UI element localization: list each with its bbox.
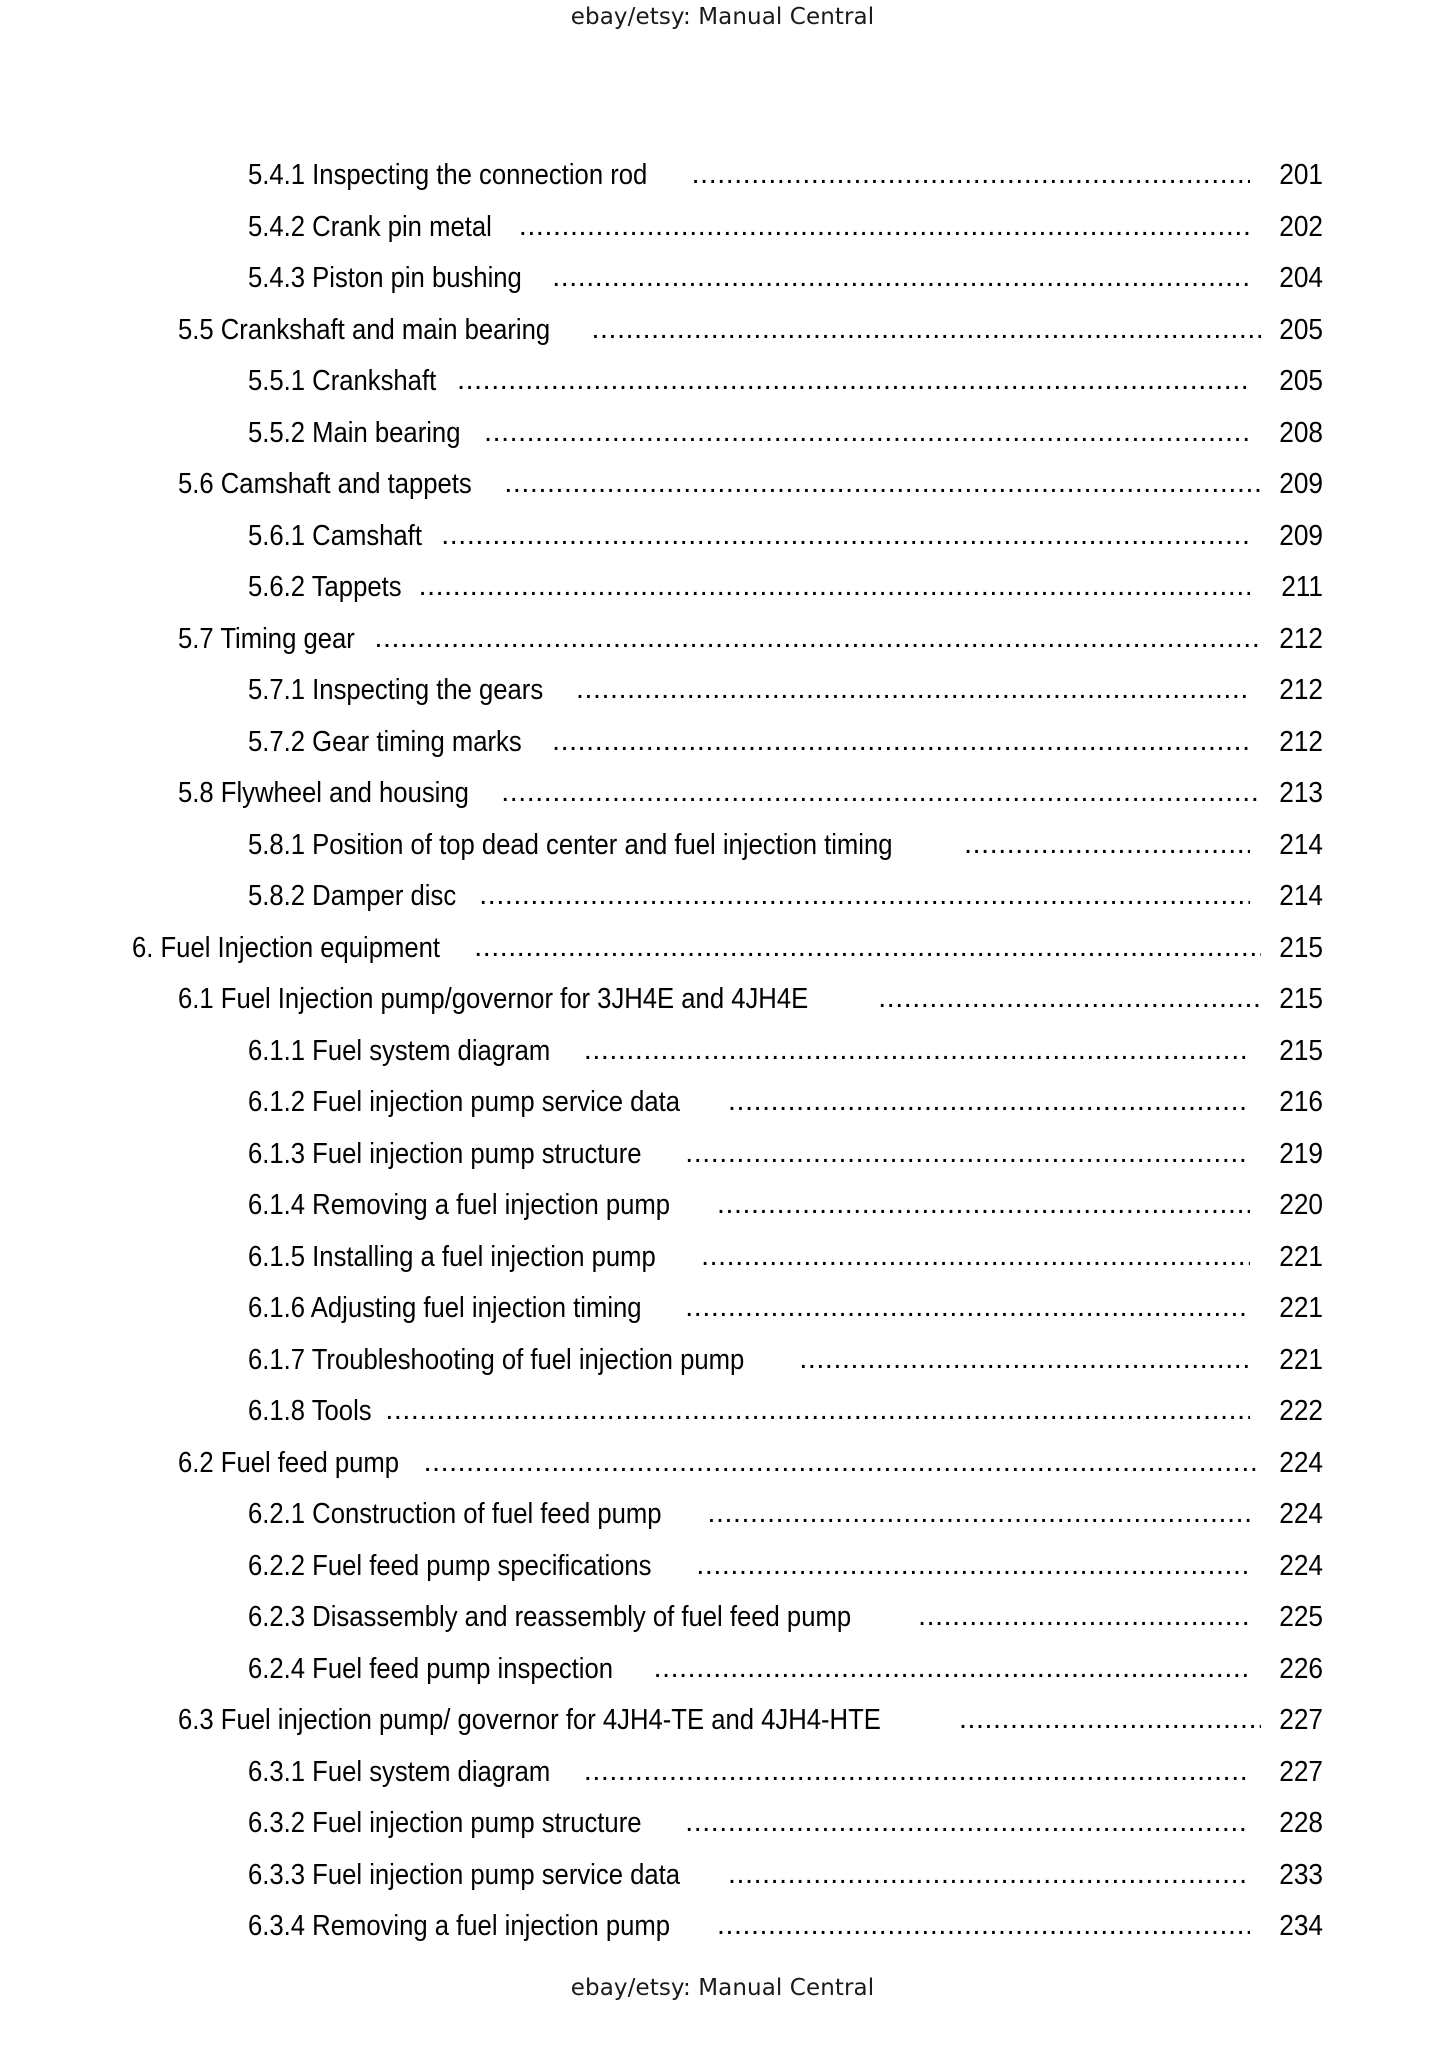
toc-entry-label: 5.8 Flywheel and housing <box>178 777 469 809</box>
toc-dot-leader <box>576 664 1250 716</box>
toc-entry-page-number: 215 <box>1279 983 1323 1015</box>
toc-dot-leader <box>964 819 1250 871</box>
toc-dot-leader <box>474 922 1261 974</box>
toc-entry-label: 6.1.3 Fuel injection pump structure <box>248 1137 642 1170</box>
toc-dot-leader <box>385 1385 1250 1437</box>
toc-entry-page-number: 233 <box>1279 1858 1323 1891</box>
toc-entry-page-number: 202 <box>1279 210 1323 243</box>
toc-dot-leader <box>504 458 1261 510</box>
toc-entry-page-number: 214 <box>1279 828 1323 861</box>
toc-entry-label: 6.1.7 Troubleshooting of fuel injection pump <box>248 1343 745 1376</box>
toc-entry-page-number: 221 <box>1279 1292 1323 1324</box>
toc-entry-label: 6.1.6 Adjusting fuel injection timing <box>248 1292 642 1324</box>
toc-entry-label: 6.2.2 Fuel feed pump specifications <box>248 1549 652 1582</box>
toc-dot-leader <box>424 1437 1261 1489</box>
toc-entry[interactable] <box>0 1386 1445 1438</box>
toc-entry-page-number: 204 <box>1279 262 1323 294</box>
toc-entry-label: 6.3.1 Fuel system diagram <box>248 1755 551 1788</box>
toc-dot-leader <box>685 1797 1250 1849</box>
toc-entry-label: 6.2.1 Construction of fuel feed pump <box>248 1498 662 1530</box>
toc-entry-label: 6.3.3 Fuel injection pump service data <box>248 1858 681 1891</box>
toc-dot-leader <box>552 252 1250 304</box>
toc-dot-leader <box>717 1179 1250 1231</box>
toc-entry-label: 5.4.2 Crank pin metal <box>248 210 492 243</box>
toc-dot-leader <box>799 1334 1250 1386</box>
toc-entry-page-number: 224 <box>1279 1549 1323 1582</box>
toc-entry-page-number: 215 <box>1279 931 1323 964</box>
toc-entry[interactable] <box>0 1489 1445 1541</box>
toc-entry-label: 6.1.8 Tools <box>248 1395 372 1427</box>
toc-dot-leader <box>374 613 1261 665</box>
toc-entry-label: 6.1.2 Fuel injection pump service data <box>248 1086 681 1118</box>
toc-dot-leader <box>696 1540 1250 1592</box>
toc-entry-label: 6.2.4 Fuel feed pump inspection <box>248 1652 614 1685</box>
toc-dot-leader <box>707 1488 1250 1540</box>
toc-entry-page-number: 211 <box>1281 571 1323 603</box>
toc-entry[interactable] <box>0 202 1445 254</box>
toc-entry[interactable] <box>0 1747 1445 1799</box>
toc-dot-leader <box>479 870 1250 922</box>
toc-entry[interactable] <box>0 1541 1445 1593</box>
toc-entry[interactable] <box>0 974 1445 1026</box>
toc-dot-leader <box>918 1591 1250 1643</box>
toc-entry[interactable] <box>0 1283 1445 1335</box>
toc-entry-page-number: 227 <box>1279 1704 1323 1736</box>
toc-entry-label: 6.3.4 Removing a fuel injection pump <box>248 1910 671 1942</box>
toc-dot-leader <box>419 561 1250 613</box>
toc-entry-page-number: 234 <box>1279 1910 1323 1942</box>
toc-entry[interactable] <box>0 1026 1445 1078</box>
toc-entry-page-number: 224 <box>1279 1446 1323 1479</box>
toc-entry[interactable] <box>0 1335 1445 1387</box>
toc-dot-leader <box>441 510 1250 562</box>
toc-entry-page-number: 205 <box>1279 365 1323 397</box>
toc-entry[interactable] <box>0 562 1445 614</box>
toc-entry-page-number: 201 <box>1279 159 1323 191</box>
toc-entry-page-number: 221 <box>1279 1343 1323 1376</box>
toc-entry-page-number: 226 <box>1279 1652 1323 1685</box>
table-of-contents <box>0 150 1445 1953</box>
toc-entry[interactable] <box>0 717 1445 769</box>
toc-entry-label: 5.8.1 Position of top dead center and fuel injection timing <box>248 828 893 861</box>
toc-entry-page-number: 228 <box>1279 1807 1323 1839</box>
toc-dot-leader <box>584 1025 1250 1077</box>
toc-entry[interactable] <box>0 1850 1445 1902</box>
toc-entry-label: 5.6 Camshaft and tappets <box>178 468 472 500</box>
toc-entry[interactable] <box>0 820 1445 872</box>
toc-dot-leader <box>654 1643 1250 1695</box>
toc-dot-leader <box>701 1231 1250 1283</box>
toc-dot-leader <box>584 1746 1250 1798</box>
toc-entry-label: 6.1.4 Removing a fuel injection pump <box>248 1189 671 1221</box>
toc-entry-label: 5.5.1 Crankshaft <box>248 365 437 397</box>
toc-dot-leader <box>717 1900 1250 1952</box>
toc-entry-label: 6.2 Fuel feed pump <box>178 1446 400 1479</box>
toc-entry-page-number: 213 <box>1279 777 1323 809</box>
toc-entry-page-number: 215 <box>1279 1034 1323 1067</box>
toc-entry[interactable] <box>0 1592 1445 1644</box>
toc-entry-page-number: 222 <box>1279 1395 1323 1427</box>
toc-entry-page-number: 214 <box>1279 880 1323 912</box>
toc-entry-label: 6.2.3 Disassembly and reassembly of fuel feed pump <box>248 1601 852 1633</box>
toc-entry[interactable] <box>0 1180 1445 1232</box>
toc-dot-leader <box>728 1076 1250 1128</box>
toc-entry-label: 6. Fuel Injection equipment <box>132 931 440 964</box>
toc-entry-label: 5.8.2 Damper disc <box>248 880 457 912</box>
toc-entry-page-number: 227 <box>1279 1755 1323 1788</box>
toc-dot-leader <box>685 1128 1250 1180</box>
toc-entry-page-number: 224 <box>1279 1498 1323 1530</box>
toc-entry-page-number: 219 <box>1279 1137 1323 1170</box>
toc-entry[interactable] <box>0 923 1445 975</box>
toc-dot-leader <box>501 767 1261 819</box>
toc-entry-page-number: 225 <box>1279 1601 1323 1633</box>
toc-entry-label: 5.5.2 Main bearing <box>248 416 461 449</box>
toc-entry-label: 5.4.3 Piston pin bushing <box>248 262 522 294</box>
toc-entry[interactable] <box>0 511 1445 563</box>
toc-entry[interactable] <box>0 665 1445 717</box>
toc-entry[interactable] <box>0 871 1445 923</box>
toc-dot-leader <box>519 201 1250 253</box>
toc-entry-label: 5.7 Timing gear <box>178 622 355 655</box>
toc-dot-leader <box>592 304 1261 356</box>
toc-dot-leader <box>878 973 1261 1025</box>
toc-entry-label: 6.1.1 Fuel system diagram <box>248 1034 551 1067</box>
toc-entry[interactable] <box>0 253 1445 305</box>
toc-entry-page-number: 221 <box>1279 1240 1323 1273</box>
toc-entry[interactable] <box>0 768 1445 820</box>
toc-dot-leader <box>552 716 1250 768</box>
toc-entry-label: 5.7.2 Gear timing marks <box>248 725 522 758</box>
toc-entry[interactable] <box>0 1077 1445 1129</box>
running-header: ebay/etsy: Manual Central <box>570 4 875 30</box>
toc-dot-leader <box>959 1694 1261 1746</box>
toc-entry-label: 5.7.1 Inspecting the gears <box>248 674 544 706</box>
toc-entry-label: 6.1.5 Installing a fuel injection pump <box>248 1240 656 1273</box>
toc-entry[interactable] <box>0 459 1445 511</box>
toc-entry[interactable] <box>0 1129 1445 1181</box>
running-footer: ebay/etsy: Manual Central <box>570 1975 875 2001</box>
toc-entry[interactable] <box>0 305 1445 357</box>
toc-entry-page-number: 212 <box>1279 622 1323 655</box>
toc-entry[interactable] <box>0 1644 1445 1696</box>
toc-entry[interactable] <box>0 1438 1445 1490</box>
toc-entry[interactable] <box>0 356 1445 408</box>
toc-entry[interactable] <box>0 614 1445 666</box>
toc-entry-page-number: 209 <box>1279 468 1323 500</box>
toc-entry-page-number: 209 <box>1279 519 1323 552</box>
toc-entry-label: 5.6.1 Camshaft <box>248 519 422 552</box>
toc-entry[interactable] <box>0 1232 1445 1284</box>
toc-entry-label: 6.3 Fuel injection pump/ governor for 4JH4-TE and 4JH4-HTE <box>178 1704 881 1736</box>
toc-entry-label: 5.4.1 Inspecting the connection rod <box>248 159 648 191</box>
toc-entry-label: 6.3.2 Fuel injection pump structure <box>248 1807 642 1839</box>
toc-dot-leader <box>457 355 1250 407</box>
toc-entry-label: 5.5 Crankshaft and main bearing <box>178 313 551 346</box>
toc-entry-label: 6.1 Fuel Injection pump/governor for 3JH4E and 4JH4E <box>178 983 809 1015</box>
toc-entry-page-number: 212 <box>1279 674 1323 706</box>
toc-dot-leader <box>685 1282 1250 1334</box>
toc-entry[interactable] <box>0 408 1445 460</box>
toc-dot-leader <box>484 407 1250 459</box>
toc-dot-leader <box>692 149 1250 201</box>
toc-entry-page-number: 205 <box>1279 313 1323 346</box>
toc-entry-page-number: 220 <box>1279 1189 1323 1221</box>
toc-entry-page-number: 216 <box>1279 1086 1323 1118</box>
toc-entry[interactable] <box>0 1901 1445 1953</box>
toc-entry[interactable] <box>0 1798 1445 1850</box>
toc-entry[interactable] <box>0 1695 1445 1747</box>
toc-entry-label: 5.6.2 Tappets <box>248 571 402 603</box>
toc-dot-leader <box>728 1849 1250 1901</box>
toc-entry-page-number: 212 <box>1279 725 1323 758</box>
toc-entry-page-number: 208 <box>1279 416 1323 449</box>
toc-entry[interactable] <box>0 150 1445 202</box>
